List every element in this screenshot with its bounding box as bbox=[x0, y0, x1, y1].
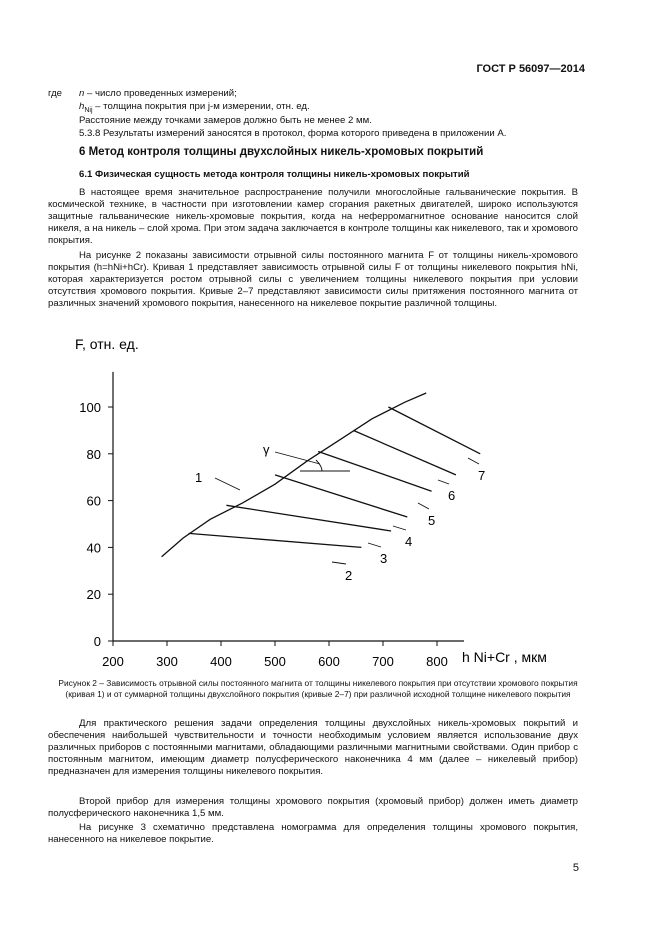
curve-label-4: 4 bbox=[405, 534, 413, 549]
y-axis-title: F, отн. ед. bbox=[75, 336, 139, 352]
curve-label-1: 1 bbox=[195, 470, 203, 485]
series-7-line bbox=[388, 407, 480, 454]
x-tick-label: 200 bbox=[102, 654, 124, 669]
def-n: n – число проведенных измерений; bbox=[79, 88, 237, 99]
page-number: 5 bbox=[572, 862, 579, 874]
leader-4 bbox=[393, 526, 406, 530]
leader-2 bbox=[332, 562, 346, 564]
leader-3 bbox=[368, 543, 381, 547]
x-axis-title: h Ni+Cr , мкм bbox=[462, 649, 547, 665]
gamma-arc bbox=[316, 460, 322, 471]
chart-labels bbox=[75, 336, 547, 665]
y-tick-label: 0 bbox=[93, 634, 101, 649]
where-label: где bbox=[48, 88, 63, 99]
leader-5 bbox=[418, 503, 429, 509]
curve-label-7: 7 bbox=[478, 468, 486, 483]
gamma-label: γ bbox=[263, 442, 270, 457]
curve-label-6: 6 bbox=[448, 488, 456, 503]
curve-label-2: 2 bbox=[345, 568, 353, 583]
y-tick-label: 60 bbox=[86, 493, 101, 509]
series-3-line bbox=[226, 505, 391, 531]
series-2-line bbox=[189, 533, 362, 547]
figure-caption: Рисунок 2 – Зависимость отрывной силы постоянного магнита от толщины никелевого покрытия при отсутствии хромового покрытия (кривая 1) и от суммарной толщины двухслойного покрытия (кривые 2–7) при различной исходной толщине никелевого покрытия bbox=[58, 678, 578, 699]
results-text: 5.3.8 Результаты измерений заносятся в протокол, форма которого приведена в приложении А. bbox=[79, 128, 507, 139]
paragraph-4: Второй прибор для измерения толщины хромового покрытия (хромовый прибор) должен иметь диаметр полусферического наконечника 1,5 мм. bbox=[48, 796, 578, 820]
standard-header: ГОСТ Р 56097—2014 bbox=[476, 63, 585, 75]
chart-series bbox=[162, 393, 481, 557]
paragraph-2: На рисунке 2 показаны зависимости отрывной силы постоянного магнита F от толщины никель-хромового покрытия (h=hNi+hCr). Кривая 1 представляет зависимость отрывной силы F от толщины никелевого покрытия hNi, которая характеризуется ростом отрывной силы с увеличением толщины никелевого покрытия при условии отсутствия хромового покрытия. Кривые 2–7 представляют зависимости силы притяжения постоянного магнита от различных значений хромового покрытия, нанесенного на никелевое покрытие различной толщины. bbox=[48, 250, 578, 310]
subsection-title: 6.1 Физическая сущность метода контроля толщины никель-хромовых покрытий bbox=[79, 169, 470, 180]
y-tick-label: 40 bbox=[86, 540, 101, 556]
def-h: $h_{Nij}$ – толщина покрытия при j-м измерении, отн. ед. bbox=[79, 101, 310, 114]
curve-label-5: 5 bbox=[428, 513, 436, 528]
leader-7 bbox=[468, 458, 479, 464]
x-tick-label: 400 bbox=[210, 654, 232, 669]
x-tick-label: 300 bbox=[156, 654, 178, 669]
leader-6 bbox=[438, 480, 449, 484]
y-tick-label: 80 bbox=[86, 446, 101, 462]
x-tick-label: 600 bbox=[318, 654, 340, 669]
leader-1 bbox=[215, 478, 240, 490]
series-4-line bbox=[275, 475, 407, 517]
x-tick-label: 700 bbox=[372, 654, 394, 669]
paragraph-1: В настоящее время значительное распространение получили многослойные гальванические покрытия. В космической технике, в частности при изготовлении камер сгорания ракетных двигателей, широко используются защитные гальванические никель-хромовые покрытия, когда на неферромагнитное основание наносится слой никеля, а на никель – слой хрома. При этом задача заключается в контроле толщины как никелевого, так и хромового покрытия. bbox=[48, 187, 578, 247]
y-tick-label: 20 bbox=[86, 587, 101, 603]
curve-label-3: 3 bbox=[380, 551, 388, 566]
series-6-line bbox=[353, 430, 456, 475]
x-tick-label: 800 bbox=[426, 654, 448, 669]
distance-text: Расстояние между точками замеров должно быть не менее 2 мм. bbox=[79, 115, 372, 126]
paragraph-5: На рисунке 3 схематично представлена номограмма для определения толщины хромового покрытия, нанесенного на никелевое покрытие. bbox=[48, 822, 578, 846]
figure-2-chart bbox=[0, 330, 661, 675]
y-tick-label: 100 bbox=[79, 400, 101, 415]
paragraph-3: Для практического решения задачи определения толщины двухслойных никель-хромовых покрытий и обеспечения наибольшей чувствительности и точности необходимым условием является использование двух различных приборов с постоянными магнитами, обладающими различными магнитными свойствами. Один прибор с постоянным магнитом, имеющим диаметр полусферического наконечника 4 мм (далее – никелевый прибор) предназначен для измерения толщины никелевого покрытия. bbox=[48, 718, 578, 778]
section-title: 6 Метод контроля толщины двухслойных никель-хромовых покрытий bbox=[79, 146, 484, 158]
gamma-leader bbox=[275, 452, 320, 464]
x-tick-label: 500 bbox=[264, 654, 286, 669]
